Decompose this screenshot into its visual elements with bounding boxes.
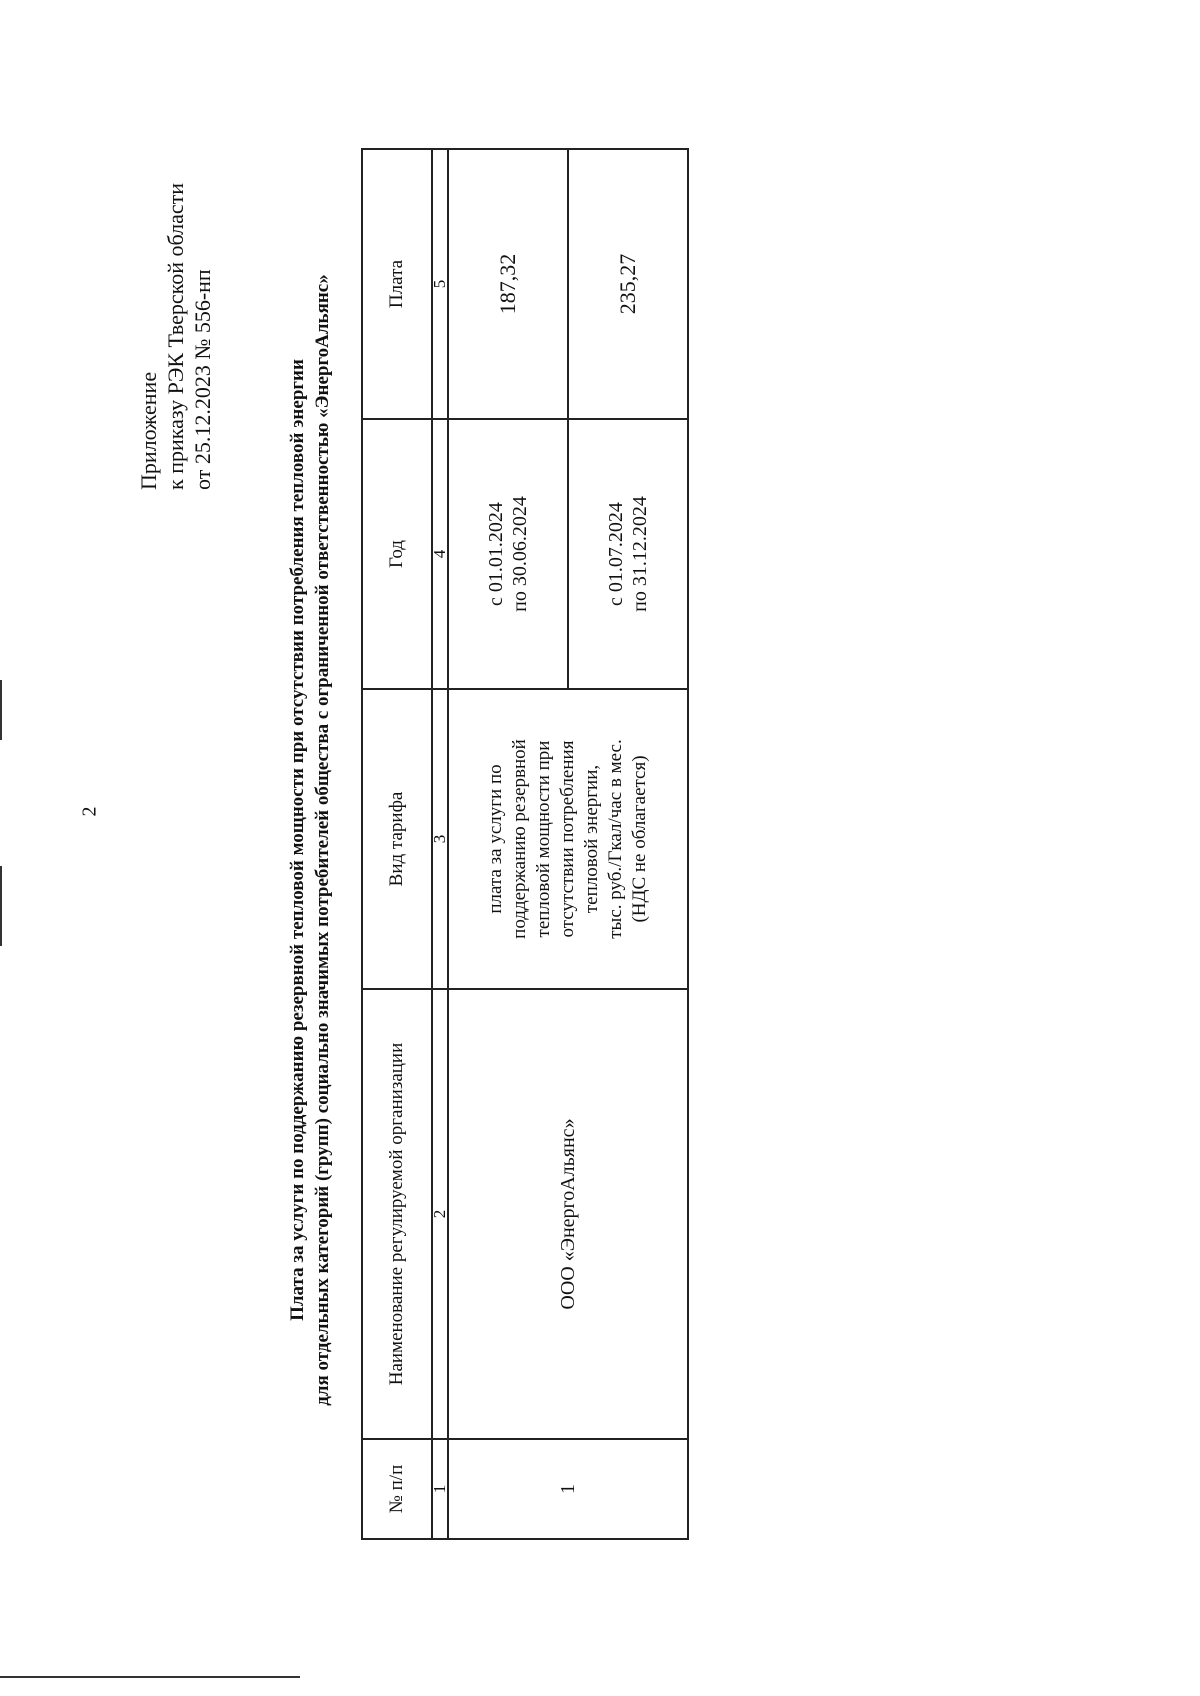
appendix-header	[135, 110, 216, 490]
page-number: 2	[78, 806, 101, 817]
scan-artifact-line	[0, 1676, 300, 1678]
appendix-line: к приказу РЭК Тверской области	[163, 182, 188, 490]
rotated-content	[115, 100, 1125, 1580]
period-cell	[448, 419, 568, 689]
column-number: 3	[432, 689, 448, 989]
tariff-type-line: плата за услуги по	[485, 764, 506, 914]
appendix-line: от 25.12.2023 № 556-нп	[190, 269, 215, 490]
column-number: 5	[432, 149, 448, 419]
column-number-row	[432, 149, 448, 1539]
tariff-type-line: тыс. руб./Гкал/час в мес.	[605, 739, 626, 939]
title-line: Плата за услуги по поддержанию резервной тепловой мощности при отсутствии потребления тепловой энергии	[287, 359, 308, 1321]
header-cell-year: Год	[362, 419, 432, 689]
tariff-type-cell	[448, 689, 688, 989]
appendix-line: Приложение	[136, 371, 161, 490]
period-to: по 30.06.2024	[509, 496, 531, 612]
period-cell	[568, 419, 688, 689]
period-from: с 01.01.2024	[485, 502, 507, 606]
column-number: 4	[432, 419, 448, 689]
header-cell-organization: Наименование регулируемой организации	[362, 989, 432, 1439]
header-cell-number: № п/п	[362, 1439, 432, 1539]
scan-artifact-line	[0, 866, 2, 946]
tariff-type-line: тепловой энергии,	[581, 764, 602, 914]
document-title	[285, 170, 335, 1510]
header-cell-fee: Плата	[362, 149, 432, 419]
period-from: с 01.07.2024	[605, 502, 627, 606]
table-row	[448, 149, 568, 1539]
row-number: 1	[448, 1439, 688, 1539]
period-to: по 31.12.2024	[629, 496, 651, 612]
tariff-type-line: отсутствии потребления	[557, 740, 578, 938]
organization-name: ООО «ЭнергоАльянс»	[448, 989, 688, 1439]
tariff-type-line: (НДС не облагается)	[629, 755, 650, 923]
scan-artifact-line	[0, 680, 2, 740]
title-line: для отдельных категорий (групп) социально значимых потребителей общества с ограниченной ответственностью «ЭнергоАльянс»	[312, 274, 333, 1406]
fee-value: 187,32	[448, 149, 568, 419]
table-header-row	[362, 149, 432, 1539]
fee-value: 235,27	[568, 149, 688, 419]
header-cell-tariff-type: Вид тарифа	[362, 689, 432, 989]
tariff-type-line: тепловой мощности при	[533, 740, 554, 938]
tariff-table	[361, 148, 689, 1540]
column-number: 2	[432, 989, 448, 1439]
column-number: 1	[432, 1439, 448, 1539]
tariff-type-line: поддержанию резервной	[509, 739, 530, 939]
